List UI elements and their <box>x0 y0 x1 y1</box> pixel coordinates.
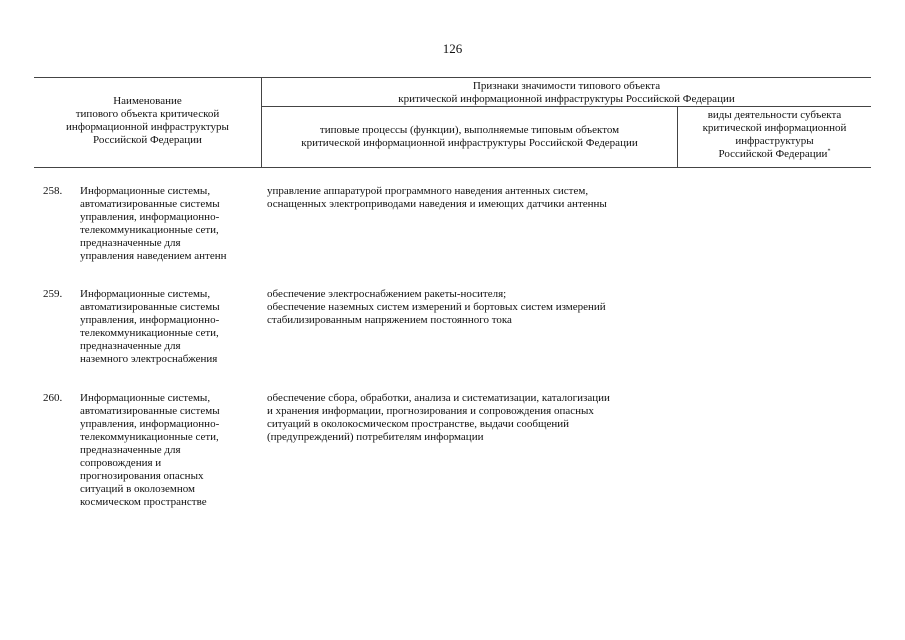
row-name-line: управления наведением антенн <box>80 250 227 262</box>
header-processes-line: критической информационной инфраструктуры Российской Федерации <box>301 137 638 149</box>
header-group-line: критической информационной инфраструктуры Российской Федерации <box>398 93 735 105</box>
header-name-line: Российской Федерации <box>93 134 202 146</box>
row-name-line: телекоммуникационные сети, <box>80 431 219 443</box>
row-name-line: автоматизированные системы <box>80 405 220 417</box>
row-name-line: автоматизированные системы <box>80 198 220 210</box>
page-number: 126 <box>442 41 463 56</box>
row-name-line: Информационные системы, <box>80 288 211 300</box>
header-activities-column <box>678 109 871 161</box>
row-process-line: обеспечение электроснабжением ракеты-носителя; <box>267 288 507 300</box>
header-name-line: Наименование <box>113 95 182 107</box>
row-number: 259. <box>43 288 63 300</box>
row-processes <box>267 185 687 211</box>
header-activities-line: критической информационной <box>702 122 847 134</box>
row-name-line: управления, информационно- <box>80 211 220 223</box>
header-name-line: информационной инфраструктуры <box>66 121 229 133</box>
header-activities-line: инфраструктуры <box>735 135 814 147</box>
row-name-line: управления, информационно- <box>80 418 220 430</box>
header-group-line: Признаки значимости типового объекта <box>472 80 661 92</box>
row-object-name <box>80 392 260 509</box>
row-name-line: наземного электроснабжения <box>80 353 218 365</box>
header-bottom-rule <box>34 167 871 168</box>
row-process-line: обеспечение наземных систем измерений и бортовых систем измерений <box>267 301 606 313</box>
row-name-line: ситуаций в околоземном <box>80 483 195 495</box>
row-process-line: и хранения информации, прогнозирования и сопровождения опасных <box>267 405 594 417</box>
row-name-line: автоматизированные системы <box>80 301 220 313</box>
row-object-name <box>80 185 260 263</box>
row-name-line: предназначенные для <box>80 237 181 249</box>
row-name-line: предназначенные для <box>80 340 181 352</box>
row-number: 258. <box>43 185 63 197</box>
header-group-title <box>262 80 871 106</box>
row-object-name <box>80 288 260 366</box>
row-name-line: телекоммуникационные сети, <box>80 327 219 339</box>
header-processes-column <box>262 124 677 150</box>
header-activities-line: Российской Федерации* <box>718 148 831 160</box>
row-name-line: телекоммуникационные сети, <box>80 224 219 236</box>
row-name-line: сопровождения и <box>80 457 162 469</box>
row-name-line: прогнозирования опасных <box>80 470 204 482</box>
footnote-mark: * <box>827 148 831 155</box>
row-name-line: Информационные системы, <box>80 392 211 404</box>
header-name-line: типового объекта критической <box>75 108 220 120</box>
row-processes <box>267 392 687 444</box>
row-process-line: ситуаций в околокосмическом пространстве, выдачи сообщений <box>267 418 570 430</box>
row-number: 260. <box>43 392 63 404</box>
row-processes <box>267 288 687 327</box>
row-process-line: (предупреждений) потребителям информации <box>267 431 484 443</box>
header-activities-line: виды деятельности субъекта <box>707 109 842 121</box>
header-processes-line: типовые процессы (функции), выполняемые типовым объектом <box>319 124 620 136</box>
row-process-line: обеспечение сбора, обработки, анализа и систематизации, каталогизации <box>267 392 610 404</box>
row-process-line: стабилизированным напряжением постоянного тока <box>267 314 512 326</box>
row-process-line: управление аппаратурой программного наведения антенных систем, <box>267 185 589 197</box>
row-name-line: Информационные системы, <box>80 185 211 197</box>
table-top-rule <box>34 77 871 78</box>
row-process-line: оснащенных электроприводами наведения и имеющих датчики антенны <box>267 198 607 210</box>
group-header-rule <box>261 106 871 107</box>
row-name-line: управления, информационно- <box>80 314 220 326</box>
header-name-column <box>34 95 261 147</box>
row-name-line: космическом пространстве <box>80 496 207 508</box>
row-name-line: предназначенные для <box>80 444 181 456</box>
